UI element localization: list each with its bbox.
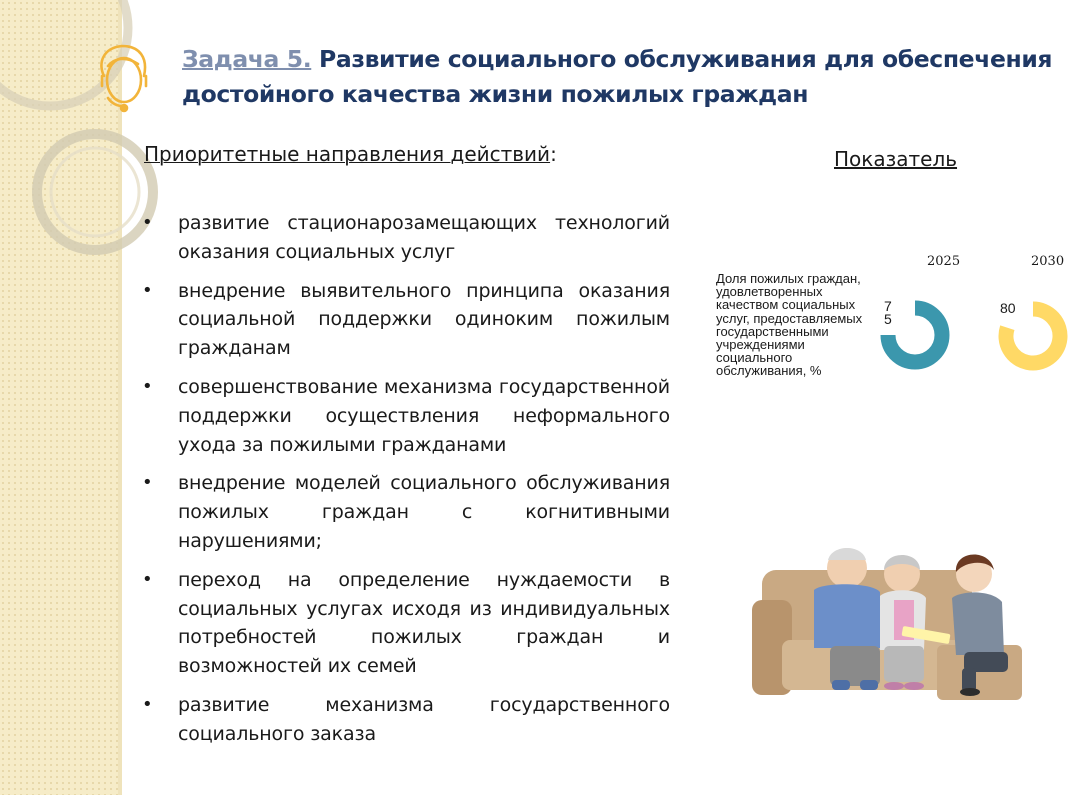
priority-item: • переход на определение нуждаемости в социальных услугах исходя из индивидуальных потребностей пожилых граждан и возможностей их семей (140, 566, 670, 681)
donut-value-label-2025: 7 5 (884, 298, 892, 327)
priority-item: • развитие механизма государственного социального заказа (140, 691, 670, 749)
priority-item: • внедрение моделей социального обслуживания пожилых граждан с когнитивными нарушениями; (140, 469, 670, 555)
priorities-list (140, 209, 670, 759)
priority-item: • совершенствование механизма государственной поддержки осуществления неформального ухода за пожилыми гражданами (140, 373, 670, 459)
donut-value-label-2030: 80 (1000, 300, 1016, 316)
slide-title (182, 42, 1062, 112)
priority-item: • развитие стационарозамещающих технологий оказания социальных услуг (140, 209, 670, 267)
indicator-donut-charts (860, 280, 1080, 390)
indicator-heading-text: Показатель (834, 147, 958, 171)
year-label-2030: 2030 (1031, 254, 1065, 269)
indicator-heading (834, 147, 957, 171)
indicator-label: Доля пожилых граждан, удовлетворенных качеством социальных услуг, предоставляемых государственными учреждениями социального обслуживания, % (716, 271, 863, 379)
year-label-2025: 2025 (927, 254, 961, 269)
task-number: Задача 5. (182, 45, 312, 73)
elderly-couple-with-social-worker-illustration (752, 530, 1052, 710)
priority-item: • внедрение выявительного принципа оказания социальной поддержки одиноким пожилым гражданам (140, 277, 670, 363)
task-title: Развитие социального обслуживания для обеспечения достойного качества жизни пожилых граждан (182, 45, 1053, 108)
donut-segment-2030 (1006, 309, 1060, 363)
priorities-heading-text: Приоритетные направления действий (144, 142, 551, 166)
priorities-heading (144, 142, 557, 166)
priorities-heading-colon: : (550, 142, 557, 166)
donut-segment-2025 (888, 308, 942, 362)
